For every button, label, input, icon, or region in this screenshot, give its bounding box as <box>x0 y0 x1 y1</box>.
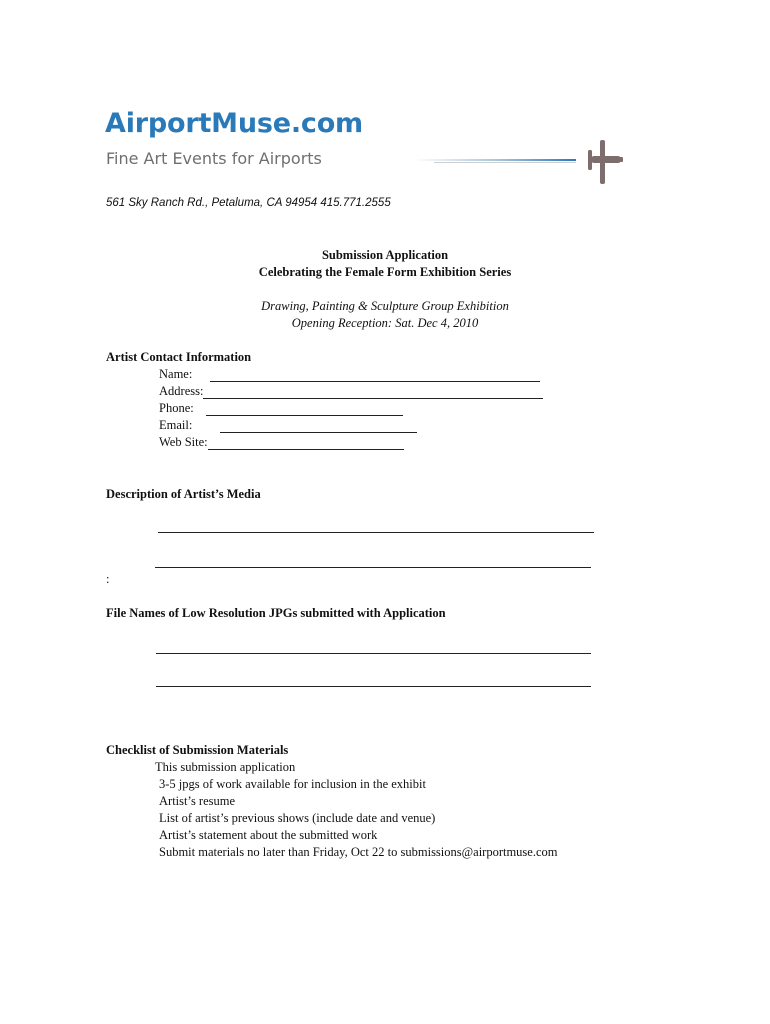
checklist-item: 3-5 jpgs of work available for inclusion in the exhibit <box>159 777 426 791</box>
email-field[interactable] <box>159 418 417 433</box>
address-label: Address: <box>159 384 204 398</box>
checklist-item: Artist’s resume <box>159 794 236 808</box>
email-input-line[interactable] <box>220 419 417 433</box>
phone-input-line[interactable] <box>206 402 403 416</box>
checklist-item: Artist’s statement about the submitted work <box>159 828 378 842</box>
address-field[interactable] <box>159 384 543 399</box>
files-heading: File Names of Low Resolution JPGs submitted with Application <box>106 606 446 620</box>
form-title: Submission Application <box>321 248 449 262</box>
website-input-line[interactable] <box>208 436 404 450</box>
contact-heading: Artist Contact Information <box>106 350 252 364</box>
media-line-2[interactable] <box>155 567 591 568</box>
logo-swoosh <box>414 148 579 168</box>
files-line-2[interactable] <box>156 686 591 687</box>
name-input-line[interactable] <box>210 368 540 382</box>
name-field[interactable] <box>159 367 540 382</box>
exhibition-title: Drawing, Painting & Sculpture Group Exhibition <box>261 299 509 313</box>
reception-date: Opening Reception: Sat. Dec 4, 2010 <box>291 316 479 330</box>
address-input-line[interactable] <box>203 385 543 399</box>
website-label: Web Site: <box>159 435 208 449</box>
phone-label: Phone: <box>159 401 194 415</box>
media-line-1[interactable] <box>158 532 594 533</box>
checklist-item: This submission application <box>155 760 296 774</box>
name-label: Name: <box>159 367 193 381</box>
logo-subtitle: Fine Art Events for Airports <box>106 149 322 168</box>
checklist-item: Submit materials no later than Friday, Oct 22 to submissions@airportmuse.com <box>159 845 558 859</box>
files-line-1[interactable] <box>156 653 591 654</box>
media-heading: Description of Artist’s Media <box>106 487 261 501</box>
logo-title: AirportMuse.com <box>105 108 363 139</box>
contact-address: 561 Sky Ranch Rd., Petaluma, CA 94954 415.771.2555 <box>106 197 391 209</box>
phone-field[interactable] <box>159 401 403 416</box>
series-title: Celebrating the Female Form Exhibition Series <box>258 265 512 279</box>
stray-colon: : <box>106 572 110 586</box>
checklist-heading: Checklist of Submission Materials <box>106 743 289 757</box>
checklist-item: List of artist’s previous shows (include date and venue) <box>159 811 436 825</box>
airplane-icon <box>586 138 624 188</box>
email-label: Email: <box>159 418 193 432</box>
website-field[interactable] <box>159 435 404 450</box>
